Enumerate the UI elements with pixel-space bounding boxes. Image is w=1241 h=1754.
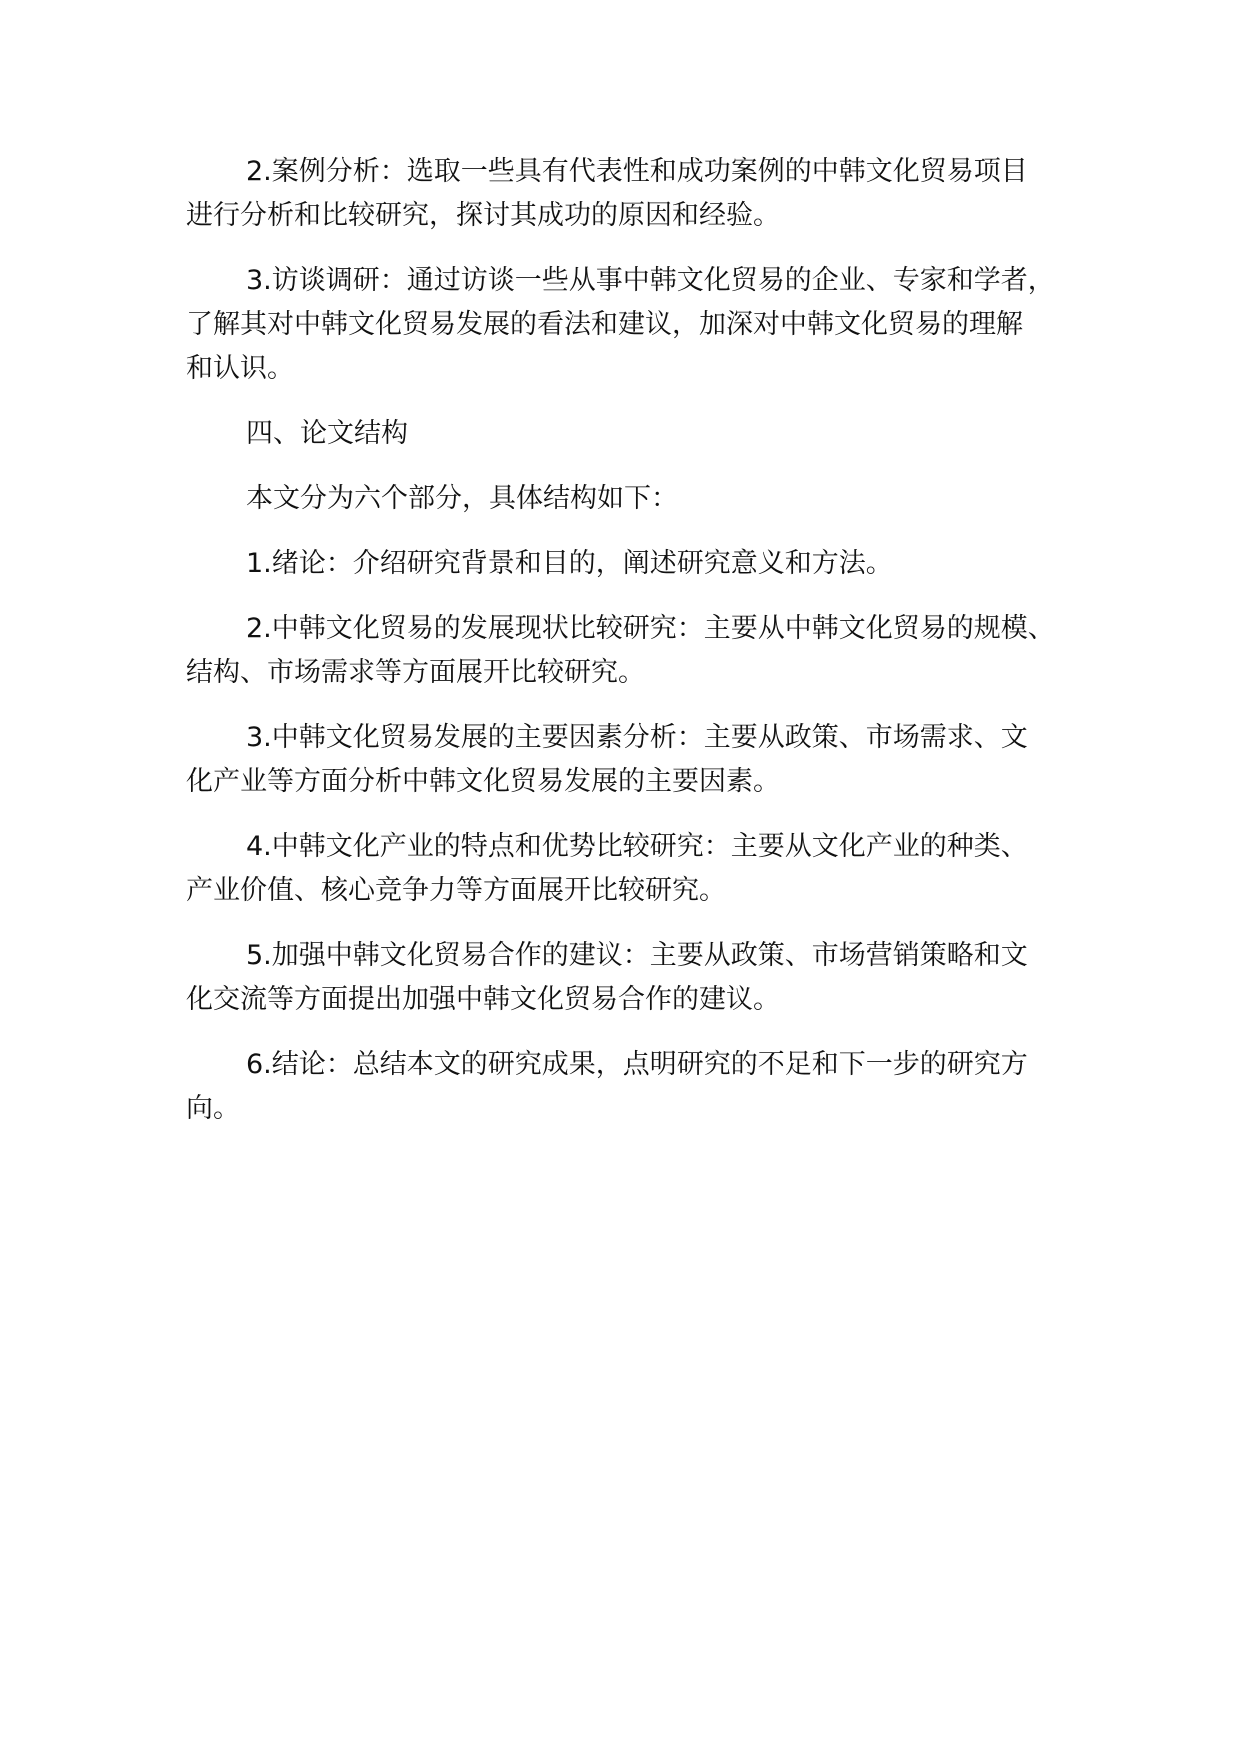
paragraph-part-1 (186, 542, 1086, 586)
document-body (186, 150, 1086, 1152)
paragraph-line: 结构、市场需求等方面展开比较研究。 (186, 657, 645, 688)
paragraph-part-2 (186, 607, 1086, 695)
paragraph-line: 1.绪论：介绍研究背景和目的，阐述研究意义和方法。 (246, 548, 893, 579)
paragraph-line: 和认识。 (186, 353, 294, 384)
paragraph-line: 了解其对中韩文化贸易发展的看法和建议，加深对中韩文化贸易的理解 (186, 309, 1023, 340)
paragraph-interview-research (186, 259, 1086, 391)
paragraph-part-4 (186, 825, 1086, 913)
paragraph-line: 产业价值、核心竞争力等方面展开比较研究。 (186, 875, 726, 906)
paragraph-line: 化交流等方面提出加强中韩文化贸易合作的建议。 (186, 984, 780, 1015)
section-heading: 四、论文结构 (246, 418, 408, 449)
paragraph-part-5 (186, 934, 1086, 1022)
section-heading-thesis-structure (186, 412, 1086, 456)
paragraph-line: 进行分析和比较研究，探讨其成功的原因和经验。 (186, 200, 780, 231)
paragraph-part-6 (186, 1043, 1086, 1131)
paragraph-line: 2.中韩文化贸易的发展现状比较研究：主要从中韩文化贸易的规模、 (246, 613, 1055, 644)
paragraph-line: 3.中韩文化贸易发展的主要因素分析：主要从政策、市场需求、文 (246, 722, 1028, 753)
paragraph-line: 本文分为六个部分，具体结构如下： (246, 483, 678, 514)
paragraph-structure-intro (186, 477, 1086, 521)
paragraph-part-3 (186, 716, 1086, 804)
paragraph-line: 6.结论：总结本文的研究成果，点明研究的不足和下一步的研究方 (246, 1049, 1028, 1080)
paragraph-line: 4.中韩文化产业的特点和优势比较研究：主要从文化产业的种类、 (246, 831, 1028, 862)
paragraph-line: 2.案例分析：选取一些具有代表性和成功案例的中韩文化贸易项目 (246, 156, 1028, 187)
paragraph-line: 向。 (186, 1093, 240, 1124)
paragraph-case-analysis (186, 150, 1086, 238)
paragraph-line: 3.访谈调研：通过访谈一些从事中韩文化贸易的企业、专家和学者， (246, 265, 1055, 296)
paragraph-line: 5.加强中韩文化贸易合作的建议：主要从政策、市场营销策略和文 (246, 940, 1028, 971)
paragraph-line: 化产业等方面分析中韩文化贸易发展的主要因素。 (186, 766, 780, 797)
